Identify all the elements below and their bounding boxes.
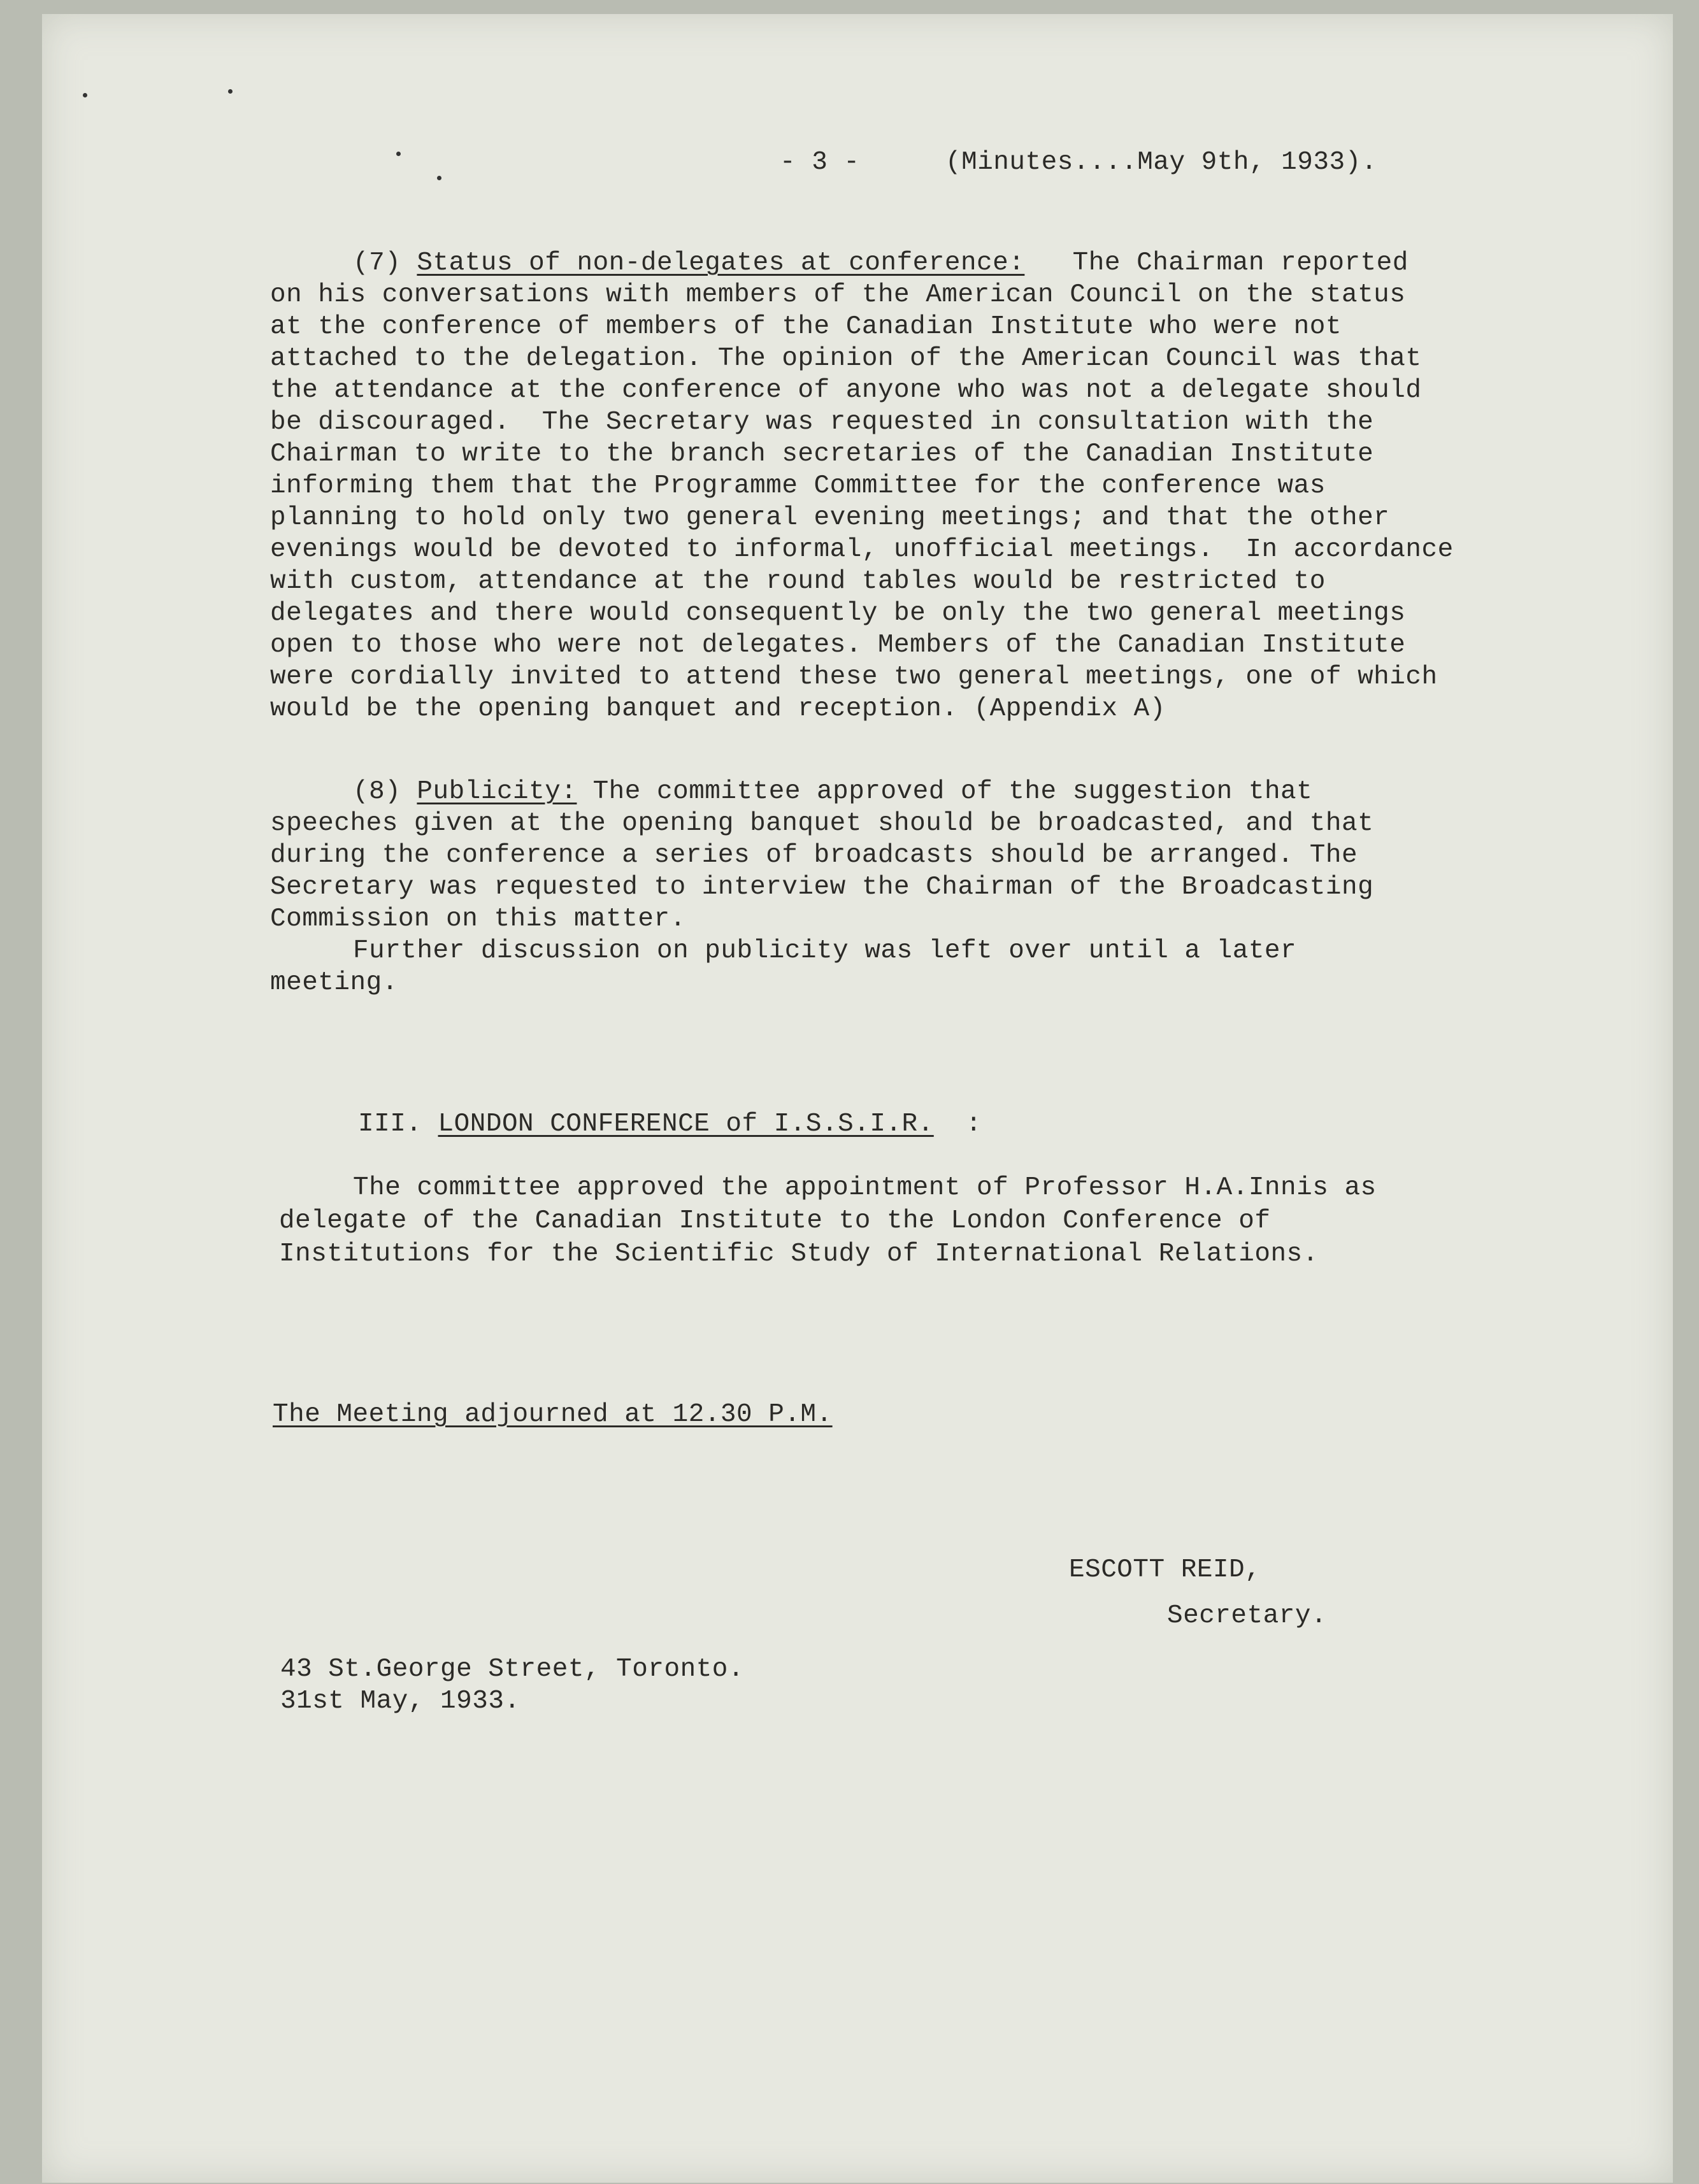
item-7-line: open to those who were not delegates. Members of the Canadian Institute [270,631,1406,660]
item-8-line: Commission on this matter. [270,904,686,934]
address-line: 43 St.George Street, Toronto. [280,1655,745,1684]
section-3-colon: : [965,1110,982,1139]
ink-speck [228,89,233,94]
signatory-name: ESCOTT REID, [1069,1555,1261,1585]
date-line: 31st May, 1933. [280,1687,520,1716]
document-page [42,14,1673,2183]
page-number: - 3 - [780,148,860,177]
item-7-heading: Status of non-delegates at conference: [417,248,1025,278]
item-7-line: planning to hold only two general evening meetings; and that the other [270,503,1390,532]
minutes-reference: (Minutes....May 9th, 1933). [945,148,1377,177]
section-3-line: The committee approved the appointment of Professor H.A.Innis as [353,1173,1377,1203]
item-7-line: would be the opening banquet and reception. (Appendix A) [270,694,1166,724]
signatory-title: Secretary. [1167,1601,1328,1631]
section-3-line: delegate of the Canadian Institute to the London Conference of [279,1206,1271,1236]
section-3-heading: LONDON CONFERENCE of I.S.S.I.R. [438,1110,934,1139]
item-7-line: attached to the delegation. The opinion of the American Council was that [270,344,1422,373]
item-7-line: be discouraged. The Secretary was requested in consultation with the [270,408,1374,437]
item-7-number: (7) [353,248,401,278]
item-8-line: during the conference a series of broadcasts should be arranged. The [270,841,1358,870]
item-8-line: Secretary was requested to interview the Chairman of the Broadcasting [270,873,1374,902]
item-7-first-line-text: The Chairman reported [1024,248,1409,278]
section-3-line: Institutions for the Scientific Study of International Relations. [279,1239,1319,1269]
item-7-line: were cordially invited to attend these two general meetings, one of which [270,662,1438,692]
item-8-line: speeches given at the opening banquet should be broadcasted, and that [270,809,1374,838]
item-7-line: evenings would be devoted to informal, unofficial meetings. In accordance [270,535,1454,564]
item-8-further-line: meeting. [270,968,398,997]
ink-speck [437,176,441,180]
item-8-first-line-text: The committee approved of the suggestion that [577,777,1313,806]
item-8-further-line: Further discussion on publicity was left over until a later [353,936,1297,966]
item-7-line: the attendance at the conference of anyone who was not a delegate should [270,376,1422,405]
item-8-number: (8) [353,777,401,806]
item-7-line: with custom, attendance at the round tables would be restricted to [270,567,1326,596]
item-7-line: at the conference of members of the Canadian Institute who were not [270,312,1342,341]
item-8-heading: Publicity: [417,777,577,806]
item-7-line: Chairman to write to the branch secretaries of the Canadian Institute [270,439,1374,469]
item-7-line: delegates and there would consequently be only the two general meetings [270,599,1406,628]
item-7-line: on his conversations with members of the American Council on the status [270,280,1406,310]
section-3-heading-line [358,1108,982,1140]
item-8-first-line [353,776,1312,808]
item-7-first-line [353,247,1409,279]
section-3-number: III. [358,1110,422,1139]
ink-speck [83,93,87,97]
ink-speck [396,152,401,156]
item-7-line: informing them that the Programme Committee for the conference was [270,471,1326,501]
adjournment-note: The Meeting adjourned at 12.30 P.M. [273,1400,833,1429]
